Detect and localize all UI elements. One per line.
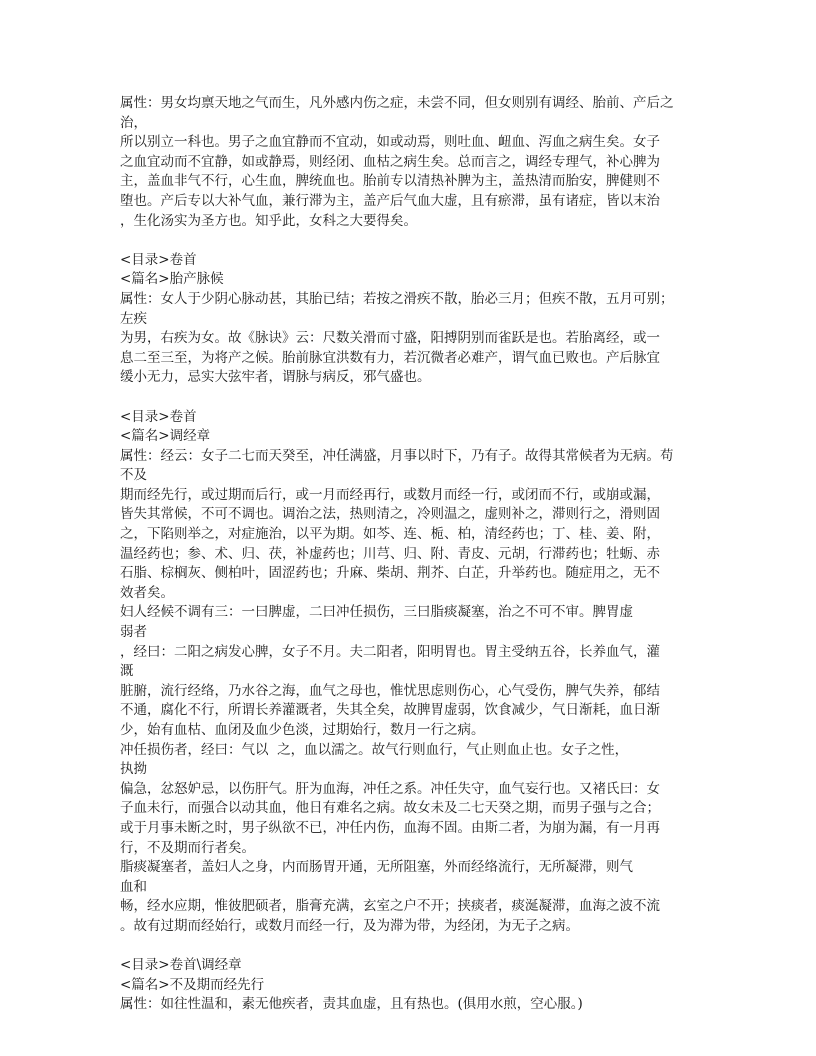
text-line: 息二至三至，为将产之候。胎前脉宜洪数有力，若沉微者必难产，谓气血已败也。产后脉宜 [120, 349, 660, 366]
text-line: 之血宜动而不宜静，如或静焉，则经闭、血枯之病生矣。总而言之，调经专理气，补心脾为 [120, 153, 660, 170]
text-line: 属性：经云：女子二七而天癸至，冲任满盛，月事以时下，乃有子。故得其常候者为无病。苟 [120, 447, 674, 464]
text-line: 子血未行，而强合以动其血，他日有难名之病。故女未及二七天癸之期，而男子强与之合； [120, 800, 660, 817]
text-line: ，生化汤实为圣方也。知乎此，女科之大要得矣。 [120, 212, 417, 229]
text-line: 脂痰凝塞者，盖妇人之身，内而肠胃开通，无所阻塞，外而经络流行，无所凝滞，则气 [120, 859, 633, 876]
text-line: 不通，腐化不行，所谓长养灌溉者，失其全矣，故脾胃虚弱，饮食减少，气日渐耗，血日渐 [120, 702, 660, 719]
chapter-heading: <篇名>不及期而经先行 [120, 976, 265, 993]
text-line: 畅，经水应期，惟彼肥硕者，脂膏充满，玄室之户不开；挟痰者，痰涎凝滞，血海之波不流 [120, 898, 660, 915]
text-line: 冲任损伤者，经曰：气以 之，血以濡之。故气行则血行，气止则血止也。女子之性， [120, 741, 629, 758]
text-line: 堕也。产后专以大补气血，兼行滞为主，盖产后气血大虚，且有瘀滞，虽有诸症，皆以末治 [120, 192, 660, 209]
catalog-heading: <目录>卷首 [120, 251, 197, 268]
section-intro [120, 94, 700, 231]
text-line: 属性：男女均禀天地之气而生，凡外感内伤之症，未尝不同，但女则别有调经、胎前、产后之 [120, 95, 674, 111]
section-early-period [120, 956, 700, 1015]
text-line: 。故有过期而经始行，或数月而经一行，及为滞为带，为经闭，为无子之病。 [120, 917, 579, 934]
text-line: 治， [120, 114, 147, 131]
section-spacer [120, 388, 700, 408]
text-line: 或于月事未断之时，男子纵欲不已，冲任内伤，血海不固。由斯二者，为崩为漏，有一月再 [120, 819, 660, 836]
text-line: 妇人经候不调有三：一曰脾虚，二曰冲任损伤，三曰脂痰凝塞，治之不可不审。脾胃虚 [120, 604, 633, 621]
text-line: 溉 [120, 663, 134, 680]
text-line: 血和 [120, 878, 147, 895]
text-line: 弱者 [120, 624, 147, 641]
text-line: 偏急，忿怒妒忌，以伤肝气。肝为血海，冲任之系。冲任失守，血气妄行也。又褚氏曰：女 [120, 780, 660, 797]
text-line: 执拗 [120, 761, 147, 778]
section-pulse-signs [120, 251, 700, 388]
text-line: 皆失其常候，不可不调也。调治之法，热则清之，冷则温之，虚则补之，滞则行之，滑则固 [120, 506, 660, 523]
text-line: 少，始有血枯、血闭及血少色淡，过期始行，数月一行之病。 [120, 722, 485, 738]
section-menstruation [120, 408, 700, 937]
text-line: 属性：女人于少阴心脉动甚，其胎已结；若按之滑疾不散，胎必三月；但疾不散，五月可别； [120, 290, 674, 307]
text-line: 所以别立一科也。男子之血宜静而不宜动，如或动焉，则吐血、衄血、泻血之病生矣。女子 [120, 134, 660, 151]
text-line: 不及 [120, 467, 147, 484]
text-line: 缓小无力，忌实大弦牢者，谓脉与病反，邪气盛也。 [120, 369, 431, 386]
section-spacer [120, 231, 700, 251]
text-line: 行，不及期而行者矣。 [120, 839, 255, 856]
text-line: 石脂、棕榈灰、侧柏叶，固涩药也；升麻、柴胡、荆芥、白芷，升举药也。随症用之，无不 [120, 565, 660, 582]
text-line: 脏腑，流行经络，乃水谷之海，血气之母也，惟忧思虑则伤心，心气受伤，脾气失养，郁结 [120, 682, 660, 699]
text-line: 之，下陷则举之，对症施治，以平为期。如芩、连、栀、柏，清经药也；丁、桂、姜、附， [120, 526, 660, 543]
chapter-heading: <篇名>调经章 [120, 428, 211, 445]
text-line: ，经曰：二阳之病发心脾，女子不月。夫二阳者，阳明胃也。胃主受纳五谷，长养血气，灌 [120, 643, 660, 660]
document-page [120, 94, 700, 1015]
chapter-heading: <篇名>胎产脉候 [120, 271, 224, 288]
text-line: 主，盖血非气不行，心生血，脾统血也。胎前专以清热补脾为主，盖热清而胎安，脾健则不 [120, 173, 660, 190]
catalog-heading: <目录>卷首\调经章 [120, 957, 242, 974]
text-line: 为男，右疾为女。故《脉诀》云：尺数关滑而寸盛，阳搏阴别而雀跃是也。若胎离经，或一 [120, 330, 660, 347]
text-line: 期而经先行，或过期而后行，或一月而经再行，或数月而经一行，或闭而不行，或崩或漏， [120, 486, 660, 503]
text-line: 属性：如往性温和，素无他疾者，责其血虚，且有热也。(俱用水煎，空心服。) [120, 996, 583, 1013]
text-line: 左疾 [120, 310, 147, 327]
catalog-heading: <目录>卷首 [120, 408, 197, 425]
text-line: 效者矣。 [120, 584, 174, 601]
section-spacer [120, 937, 700, 957]
text-line: 温经药也；参、术、归、茯，补虚药也；川芎、归、附、青皮、元胡，行滞药也；牡蛎、赤 [120, 545, 660, 562]
